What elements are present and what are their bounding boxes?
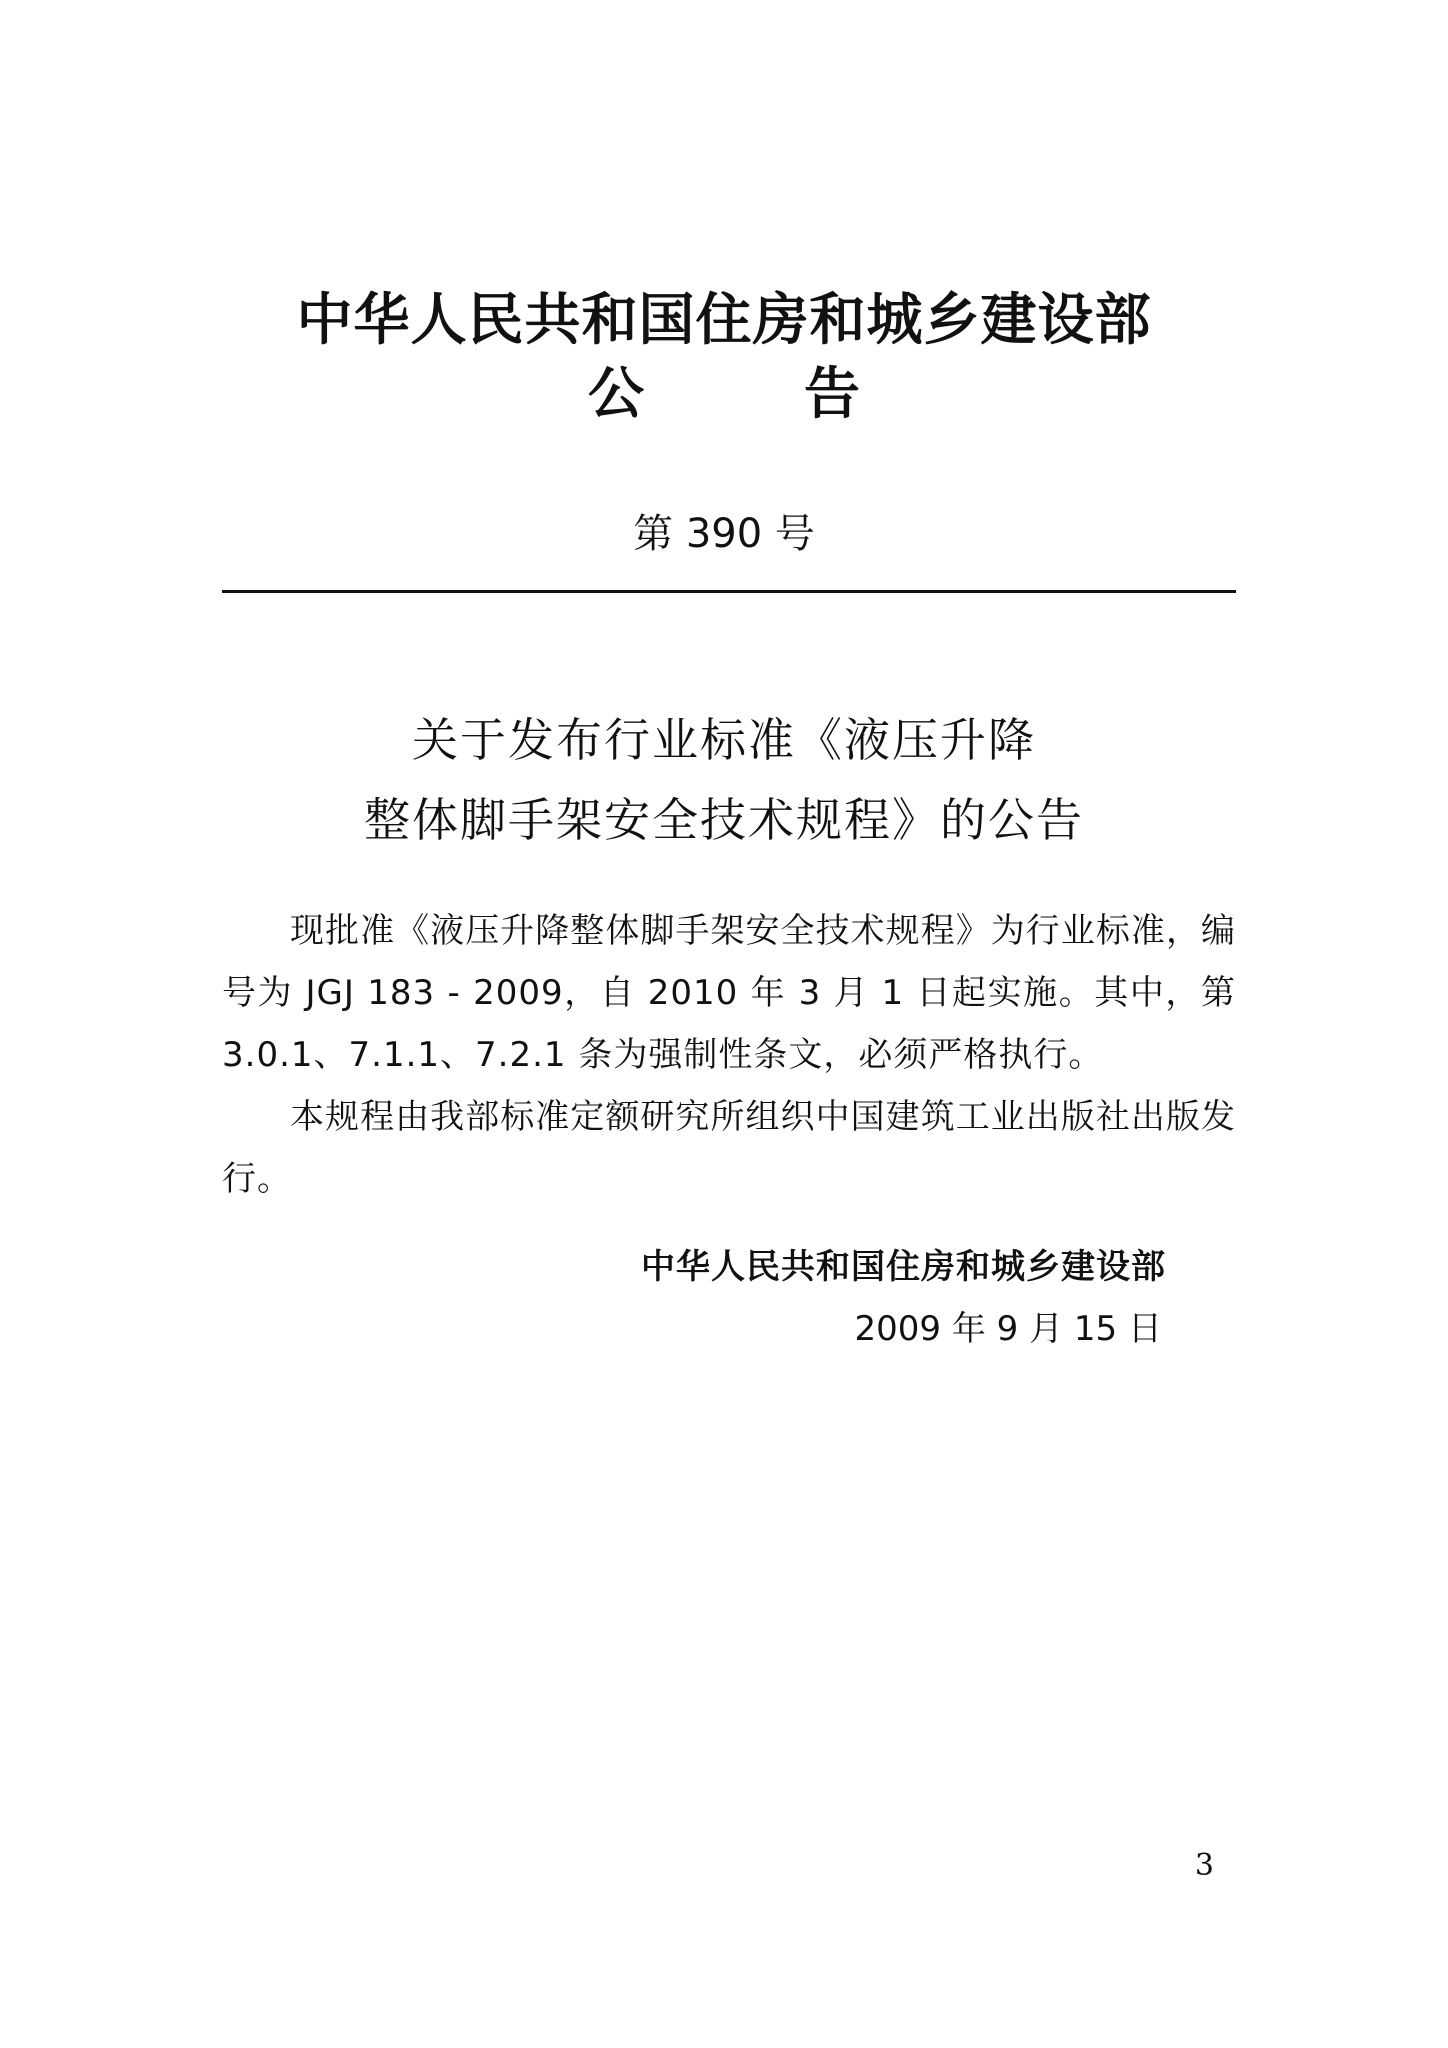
subject-title — [0, 700, 1448, 860]
notice-number: 第 390 号 — [633, 511, 815, 557]
body-paragraph-2: 本规程由我部标准定额研究所组织中国建筑工业出版社出版发行。 — [222, 1097, 1236, 1199]
signature-date: 2009 年 9 月 15 日 — [854, 1309, 1162, 1349]
signature-block — [641, 1236, 1166, 1360]
ministry-title: 中华人民共和国住房和城乡建设部 — [296, 288, 1152, 353]
body-paragraph-1: 现批准《液压升降整体脚手架安全技术规程》为行业标准，编号为 JGJ 183 - 2009，自 2010 年 3 月 1 日起实施。其中，第 3.0.1、7.1.1、7.2.1 条为强制性条文，必须严格执行。 — [222, 911, 1236, 1075]
announcement-title: 公告 — [588, 362, 1020, 427]
page-number: 3 — [1194, 1848, 1214, 1883]
signature-org: 中华人民共和国住房和城乡建设部 — [641, 1247, 1166, 1287]
subject-title-line-1: 关于发布行业标准《液压升降 — [412, 713, 1036, 767]
header-divider — [222, 590, 1236, 593]
subject-title-line-2: 整体脚手架安全技术规程》的公告 — [364, 793, 1084, 847]
body-text — [222, 900, 1236, 1210]
